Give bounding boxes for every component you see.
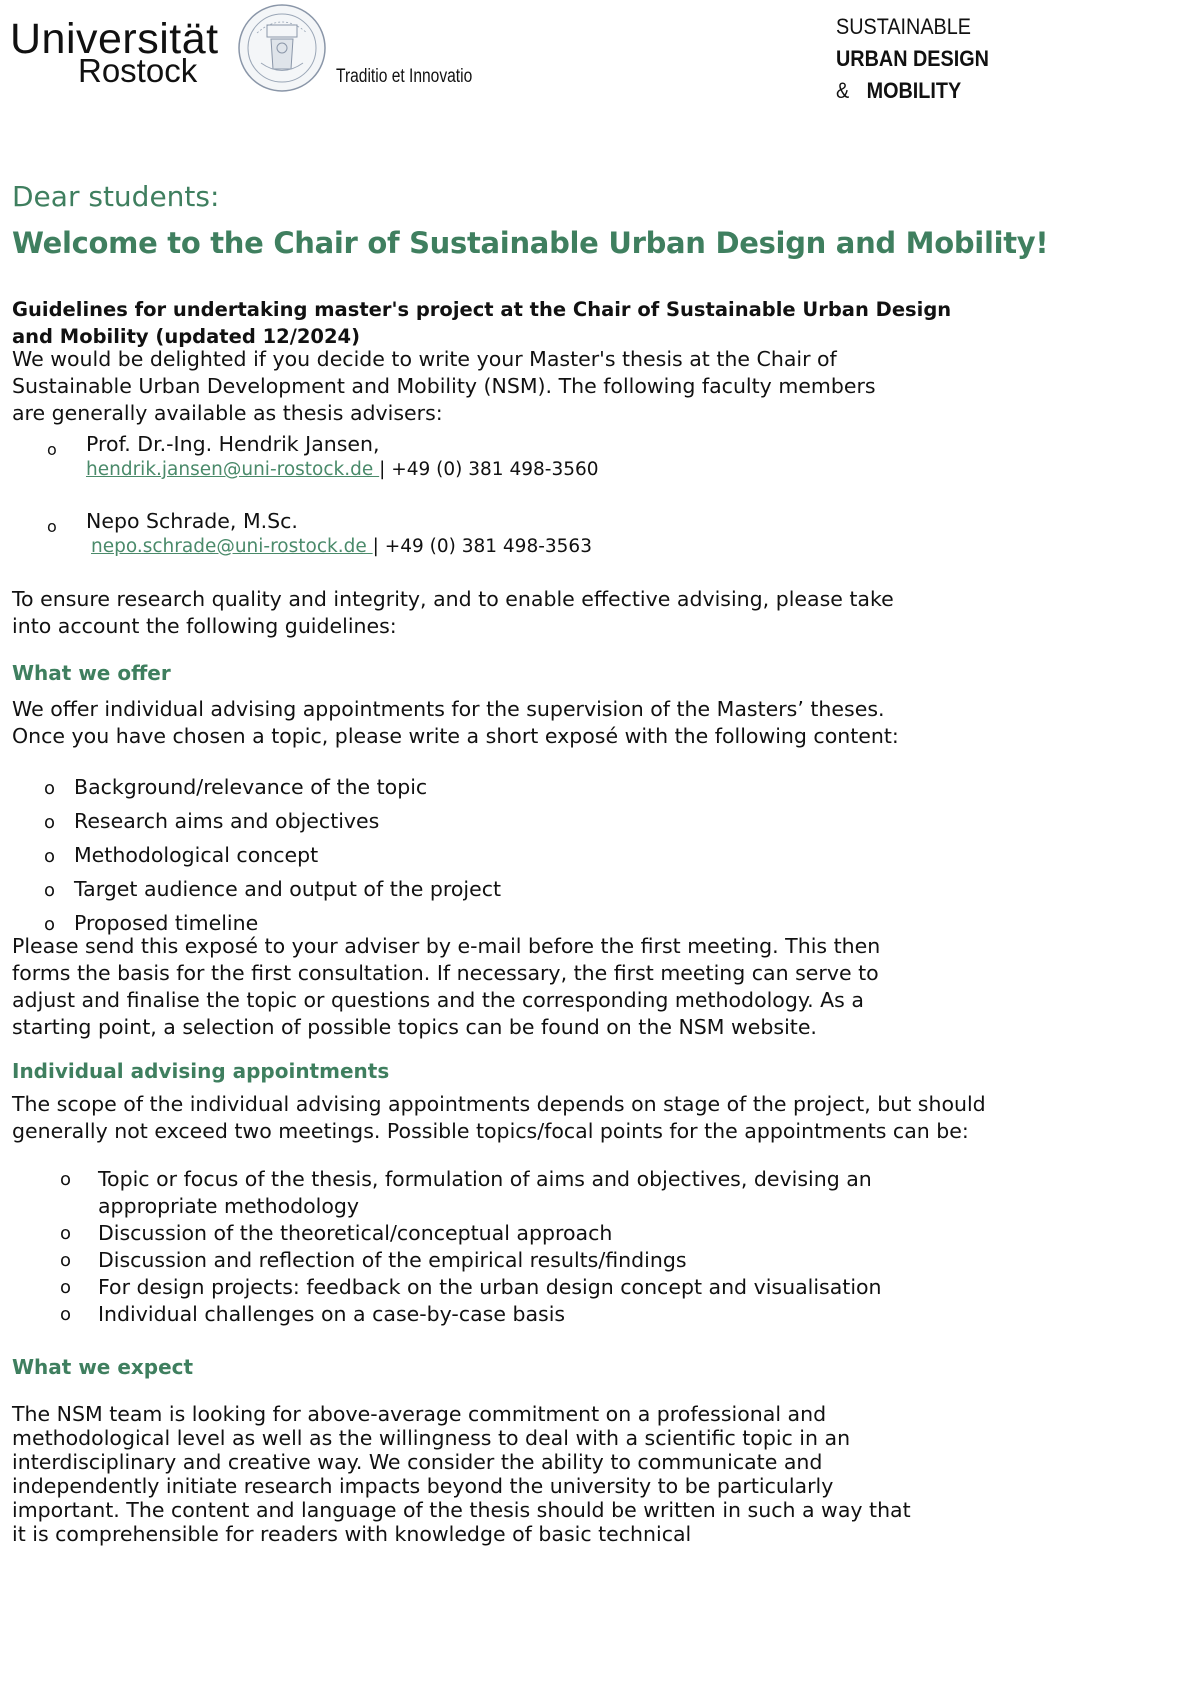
adviser-contact [86, 459, 599, 480]
university-motto: Traditio et Innovatio [336, 66, 473, 87]
section-heading-expect: What we expect [12, 1355, 194, 1379]
list-item [44, 805, 501, 839]
university-seal-icon [237, 3, 327, 93]
list-item [44, 873, 501, 907]
list-bullet: o [60, 1169, 72, 1190]
list-item-text: Research aims and objectives [74, 809, 380, 833]
list-bullet: o [44, 812, 56, 833]
list-item-text: Proposed timeline [74, 911, 259, 935]
advising-topics-list [60, 1166, 1020, 1328]
chair-logo-line1: SUSTAINABLE [836, 14, 971, 39]
list-bullet: o [44, 846, 56, 867]
list-item [44, 771, 501, 805]
list-bullet: o [44, 778, 56, 799]
list-bullet: o [44, 880, 56, 901]
list-item-text: Individual challenges on a case-by-case basis [98, 1302, 566, 1326]
adviser-bullet: o [47, 440, 57, 459]
guidelines-intro-paragraph: To ensure research quality and integrity, and to enable effective advising, please take into account the following guidelines: [12, 587, 894, 638]
university-name-line2: Rostock [78, 52, 198, 89]
list-item-text: Discussion and reflection of the empirical results/findings [98, 1248, 687, 1272]
adviser-email-link[interactable]: nepo.schrade@uni-rostock.de [91, 536, 373, 557]
list-item-text: Discussion of the theoretical/conceptual approach [98, 1221, 613, 1245]
list-item-text: For design projects: feedback on the urban design concept and visualisation [98, 1275, 882, 1299]
list-item [60, 1301, 1020, 1328]
intro-paragraph: We would be delighted if you decide to write your Master's thesis at the Chair of Sustainable Urban Development and Mobility (NSM). The following faculty members are generally available as thesis advisers: [12, 347, 876, 425]
list-bullet: o [60, 1277, 72, 1298]
adviser-phone: | +49 (0) 381 498-3563 [372, 536, 592, 557]
expose-content-list [44, 771, 501, 941]
list-item [60, 1220, 1020, 1247]
page-title: Welcome to the Chair of Sustainable Urban Design and Mobility! [12, 226, 1049, 260]
adviser-bullet: o [47, 517, 57, 536]
list-bullet: o [44, 914, 56, 935]
expect-paragraph: The NSM team is looking for above-average commitment on a professional and methodological level as well as the willingness to deal with a scientific topic in an interdisciplinary and creative way. We consider the ability to communicate and independently initiate research impacts beyond the university to be particularly important. The content and language of the thesis should be written in such a way that it is comprehensible for readers with knowledge of basic technical [12, 1402, 911, 1546]
university-name-line1: Universität [10, 15, 219, 63]
chair-logo-ampersand: & [836, 78, 850, 103]
chair-logo-mobility: MOBILITY [866, 78, 962, 103]
section-heading-offer: What we offer [12, 661, 171, 685]
list-item [60, 1247, 1020, 1274]
list-item [60, 1166, 1020, 1220]
list-item-text: Background/relevance of the topic [74, 775, 428, 799]
adviser-contact [91, 536, 592, 557]
list-bullet: o [60, 1304, 72, 1325]
greeting: Dear students: [12, 180, 220, 213]
chair-logo-line3 [836, 80, 961, 102]
adviser-phone: | +49 (0) 381 498-3560 [379, 459, 599, 480]
list-item-text: Methodological concept [74, 843, 319, 867]
section-heading-advising: Individual advising appointments [12, 1059, 390, 1083]
advising-paragraph: The scope of the individual advising appointments depends on stage of the project, but should generally not exceed two meetings. Possible topics/focal points for the appointments can be: [12, 1092, 986, 1143]
guidelines-title: Guidelines for undertaking master's project at the Chair of Sustainable Urban Design and Mobility (updated 12/2024) [12, 298, 952, 348]
adviser-name: Prof. Dr.-Ing. Hendrik Jansen, [86, 432, 380, 456]
list-bullet: o [60, 1223, 72, 1244]
chair-logo-line2: URBAN DESIGN [836, 46, 989, 71]
list-item [60, 1274, 1020, 1301]
list-bullet: o [60, 1250, 72, 1271]
adviser-email-link[interactable]: hendrik.jansen@uni-rostock.de [86, 459, 380, 480]
list-item-text: Target audience and output of the project [74, 877, 502, 901]
list-item-text: Topic or focus of the thesis, formulation of aims and objectives, devising an appropriate methodology [98, 1167, 872, 1218]
list-item [44, 839, 501, 873]
adviser-name: Nepo Schrade, M.Sc. [86, 509, 298, 533]
offer-paragraph: We offer individual advising appointments for the supervision of the Masters’ theses. Once you have chosen a topic, please write a short exposé with the following content: [12, 697, 899, 748]
expose-instructions-paragraph: Please send this exposé to your adviser by e-mail before the first meeting. This then forms the basis for the first consultation. If necessary, the first meeting can serve to adjust and finalise the topic or questions and the corresponding methodology. As a starting point, a selection of possible topics can be found on the NSM website. [12, 934, 881, 1039]
